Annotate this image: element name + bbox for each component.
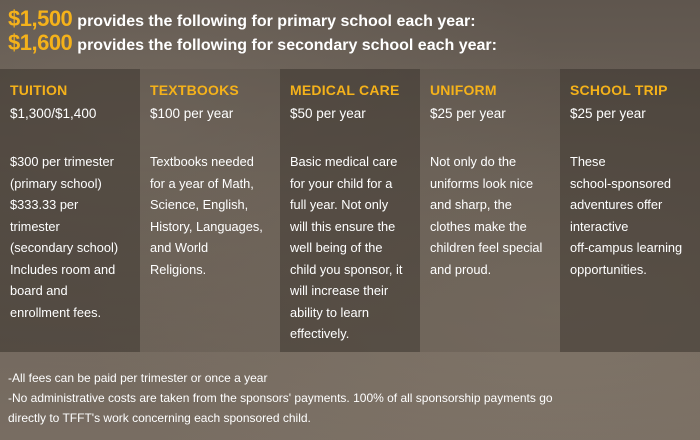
column-price: $100 per year [150, 106, 234, 121]
desc-line: interactive [570, 218, 629, 234]
primary-text: provides the following for primary school each year: [77, 13, 476, 30]
desc-line: effectively. [290, 326, 350, 341]
column-title: SCHOOL TRIP [570, 82, 668, 98]
desc-line: and sharp, the [430, 197, 512, 212]
column-description [570, 151, 682, 280]
secondary-text: provides the following for secondary school each year: [77, 37, 497, 54]
header-line-primary [8, 6, 698, 30]
column-title: TEXTBOOKS [150, 82, 239, 98]
desc-line: Religions. [150, 261, 207, 277]
column-tuition [0, 69, 140, 352]
column-title: TUITION [10, 82, 68, 98]
desc-line: will increase their [290, 283, 389, 298]
desc-line: children feel special [430, 240, 543, 255]
desc-line: Not only do the [430, 154, 517, 169]
desc-line: off-campus learning [570, 240, 683, 255]
desc-line: trimester [10, 218, 60, 234]
footer-note: -All fees can be paid per trimester or once a year [8, 371, 268, 385]
column-textbooks [140, 69, 280, 352]
desc-line: school-sponsored [570, 175, 672, 191]
column-uniform [420, 69, 560, 352]
column-price: $1,300/$1,400 [10, 106, 97, 121]
desc-line: and proud. [430, 261, 492, 277]
primary-price: $1,500 [8, 6, 73, 31]
column-description [10, 151, 118, 323]
column-medical-care [280, 69, 420, 352]
footer-notes [8, 368, 696, 428]
footer-note: directly to TFFT's work concerning each sponsored child. [8, 411, 311, 425]
desc-line: uniforms look nice [430, 175, 534, 191]
column-school-trip [560, 69, 700, 352]
column-description [290, 151, 402, 345]
desc-line: full year. Not only [290, 197, 389, 212]
column-description [430, 151, 542, 280]
desc-line: (primary school) [10, 175, 102, 191]
desc-line: for a year of Math, [150, 175, 254, 191]
desc-line: Textbooks needed [150, 154, 254, 169]
column-title: UNIFORM [430, 82, 497, 98]
header [8, 6, 698, 54]
desc-line: $333.33 per [10, 197, 79, 212]
desc-line: Basic medical care [290, 154, 398, 169]
desc-line: Science, English, [150, 197, 249, 212]
secondary-price: $1,600 [8, 30, 73, 55]
desc-line: clothes make the [430, 218, 527, 234]
column-description [150, 151, 263, 280]
desc-line: child you sponsor, it [290, 261, 403, 277]
column-price: $25 per year [570, 106, 646, 121]
desc-line: board and [10, 283, 68, 298]
desc-line: These [570, 154, 606, 169]
header-line-secondary [8, 30, 698, 54]
desc-line: well being of the [290, 240, 383, 255]
column-price: $50 per year [290, 106, 366, 121]
desc-line: ability to learn [290, 304, 369, 320]
desc-line: enrollment fees. [10, 304, 102, 320]
desc-line: opportunities. [570, 261, 647, 277]
column-title: MEDICAL CARE [290, 82, 400, 98]
desc-line: and World [150, 240, 209, 255]
desc-line: $300 per trimester [10, 154, 114, 169]
desc-line: for your child for a [290, 175, 393, 191]
desc-line: History, Languages, [150, 218, 263, 234]
desc-line: will this ensure the [290, 218, 396, 234]
desc-line: Includes room and [10, 261, 116, 277]
desc-line: adventures offer [570, 197, 663, 212]
footer-note: -No administrative costs are taken from the sponsors' payments. 100% of all sponsorship payments go [8, 391, 553, 405]
desc-line: (secondary school) [10, 240, 119, 255]
column-price: $25 per year [430, 106, 506, 121]
